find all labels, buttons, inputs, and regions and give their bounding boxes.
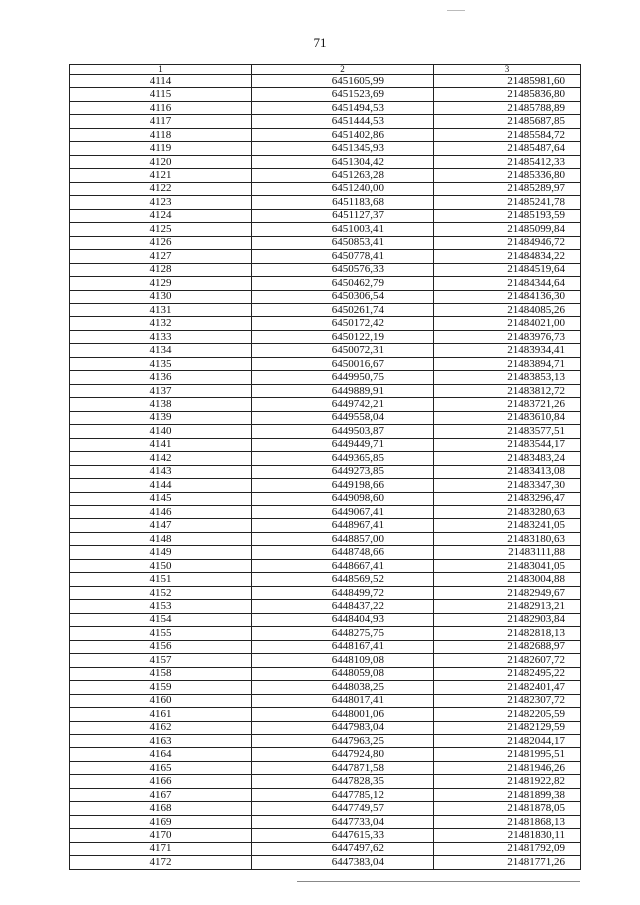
table-row [70,155,581,168]
table-row [70,519,581,532]
x-coordinate-cell: 6448569,52 [252,573,434,586]
y-coordinate-cell: 21484085,26 [434,303,581,316]
point-number-cell: 4158 [70,667,252,680]
y-coordinate-cell: 21484136,30 [434,290,581,303]
y-coordinate-cell: 21485836,80 [434,88,581,101]
y-coordinate-cell: 21483721,26 [434,398,581,411]
y-coordinate-cell: 21482205,59 [434,708,581,721]
table-row [70,667,581,680]
point-number-cell: 4125 [70,223,252,236]
table-row [70,465,581,478]
y-coordinate-cell: 21483853,13 [434,371,581,384]
table-row [70,586,581,599]
point-number-cell: 4120 [70,155,252,168]
x-coordinate-cell: 6448167,41 [252,640,434,653]
y-coordinate-cell: 21484021,00 [434,317,581,330]
table-row [70,209,581,222]
y-coordinate-cell: 21483577,51 [434,425,581,438]
x-coordinate-cell: 6447963,25 [252,734,434,747]
table-row [70,182,581,195]
table-row [70,613,581,626]
y-coordinate-cell: 21483004,88 [434,573,581,586]
x-coordinate-cell: 6448038,25 [252,681,434,694]
point-number-cell: 4172 [70,856,252,869]
table-row [70,223,581,236]
column-header-2: 2 [252,65,434,75]
point-number-cell: 4150 [70,559,252,572]
x-coordinate-cell: 6449198,66 [252,479,434,492]
x-coordinate-cell: 6451523,69 [252,88,434,101]
table-row [70,734,581,747]
x-coordinate-cell: 6447785,12 [252,788,434,801]
y-coordinate-cell: 21483241,05 [434,519,581,532]
scan-mark [447,10,465,11]
table-row [70,452,581,465]
table-row [70,277,581,290]
point-number-cell: 4136 [70,371,252,384]
y-coordinate-cell: 21483934,41 [434,344,581,357]
point-number-cell: 4148 [70,532,252,545]
x-coordinate-cell: 6449067,41 [252,506,434,519]
point-number-cell: 4162 [70,721,252,734]
table-row [70,303,581,316]
point-number-cell: 4114 [70,75,252,88]
x-coordinate-cell: 6448001,06 [252,708,434,721]
column-header-1: 1 [70,65,252,75]
x-coordinate-cell: 6451444,53 [252,115,434,128]
table-row [70,775,581,788]
x-coordinate-cell: 6449742,21 [252,398,434,411]
y-coordinate-cell: 21482913,21 [434,600,581,613]
point-number-cell: 4123 [70,196,252,209]
table-row [70,492,581,505]
y-coordinate-cell: 21485241,78 [434,196,581,209]
x-coordinate-cell: 6450016,67 [252,357,434,370]
point-number-cell: 4121 [70,169,252,182]
column-header-3: 3 [434,65,581,75]
table-row [70,600,581,613]
x-coordinate-cell: 6448857,00 [252,532,434,545]
point-number-cell: 4130 [70,290,252,303]
point-number-cell: 4132 [70,317,252,330]
x-coordinate-cell: 6447733,04 [252,815,434,828]
x-coordinate-cell: 6448404,93 [252,613,434,626]
x-coordinate-cell: 6449503,87 [252,425,434,438]
y-coordinate-cell: 21482044,17 [434,734,581,747]
point-number-cell: 4156 [70,640,252,653]
table-row [70,371,581,384]
point-number-cell: 4134 [70,344,252,357]
x-coordinate-cell: 6449273,85 [252,465,434,478]
table-row [70,627,581,640]
x-coordinate-cell: 6451263,28 [252,169,434,182]
x-coordinate-cell: 6450462,79 [252,277,434,290]
y-coordinate-cell: 21483976,73 [434,330,581,343]
point-number-cell: 4155 [70,627,252,640]
table-row [70,357,581,370]
x-coordinate-cell: 6447983,04 [252,721,434,734]
x-coordinate-cell: 6447615,33 [252,829,434,842]
y-coordinate-cell: 21483544,17 [434,438,581,451]
x-coordinate-cell: 6449950,75 [252,371,434,384]
y-coordinate-cell: 21483041,05 [434,559,581,572]
point-number-cell: 4146 [70,506,252,519]
x-coordinate-cell: 6451003,41 [252,223,434,236]
table-row [70,761,581,774]
x-coordinate-cell: 6450306,54 [252,290,434,303]
x-coordinate-cell: 6448109,08 [252,654,434,667]
point-number-cell: 4145 [70,492,252,505]
coordinates-table [69,64,581,870]
y-coordinate-cell: 21481792,09 [434,842,581,855]
x-coordinate-cell: 6447383,04 [252,856,434,869]
x-coordinate-cell: 6448748,66 [252,546,434,559]
y-coordinate-cell: 21485687,85 [434,115,581,128]
point-number-cell: 4166 [70,775,252,788]
table-body [70,75,581,870]
x-coordinate-cell: 6451494,53 [252,101,434,114]
table-row [70,640,581,653]
table-row [70,681,581,694]
table-header-row [70,65,581,75]
y-coordinate-cell: 21483111,88 [434,546,581,559]
table-row [70,250,581,263]
y-coordinate-cell: 21481995,51 [434,748,581,761]
y-coordinate-cell: 21482607,72 [434,654,581,667]
table-row [70,425,581,438]
table-row [70,75,581,88]
table-row [70,546,581,559]
point-number-cell: 4122 [70,182,252,195]
x-coordinate-cell: 6448017,41 [252,694,434,707]
point-number-cell: 4128 [70,263,252,276]
y-coordinate-cell: 21484946,72 [434,236,581,249]
point-number-cell: 4147 [70,519,252,532]
point-number-cell: 4157 [70,654,252,667]
y-coordinate-cell: 21485336,80 [434,169,581,182]
point-number-cell: 4135 [70,357,252,370]
y-coordinate-cell: 21485487,64 [434,142,581,155]
point-number-cell: 4167 [70,788,252,801]
point-number-cell: 4139 [70,411,252,424]
x-coordinate-cell: 6449098,60 [252,492,434,505]
point-number-cell: 4160 [70,694,252,707]
table-row [70,115,581,128]
y-coordinate-cell: 21483413,08 [434,465,581,478]
table-row [70,856,581,869]
table-row [70,815,581,828]
x-coordinate-cell: 6447924,80 [252,748,434,761]
point-number-cell: 4159 [70,681,252,694]
point-number-cell: 4163 [70,734,252,747]
point-number-cell: 4161 [70,708,252,721]
y-coordinate-cell: 21484834,22 [434,250,581,263]
y-coordinate-cell: 21485193,59 [434,209,581,222]
y-coordinate-cell: 21483296,47 [434,492,581,505]
point-number-cell: 4140 [70,425,252,438]
x-coordinate-cell: 6447497,62 [252,842,434,855]
x-coordinate-cell: 6449365,85 [252,452,434,465]
table-row [70,263,581,276]
y-coordinate-cell: 21481922,82 [434,775,581,788]
x-coordinate-cell: 6450172,42 [252,317,434,330]
point-number-cell: 4143 [70,465,252,478]
table-row [70,654,581,667]
point-number-cell: 4142 [70,452,252,465]
y-coordinate-cell: 21481878,05 [434,802,581,815]
table-row [70,169,581,182]
point-number-cell: 4144 [70,479,252,492]
footer-rule [297,881,580,882]
point-number-cell: 4152 [70,586,252,599]
x-coordinate-cell: 6450778,41 [252,250,434,263]
x-coordinate-cell: 6448967,41 [252,519,434,532]
y-coordinate-cell: 21483280,63 [434,506,581,519]
y-coordinate-cell: 21482903,84 [434,613,581,626]
point-number-cell: 4170 [70,829,252,842]
y-coordinate-cell: 21482688,97 [434,640,581,653]
y-coordinate-cell: 21483347,30 [434,479,581,492]
x-coordinate-cell: 6447828,35 [252,775,434,788]
x-coordinate-cell: 6451183,68 [252,196,434,209]
x-coordinate-cell: 6451402,86 [252,128,434,141]
table-row [70,708,581,721]
point-number-cell: 4154 [70,613,252,626]
y-coordinate-cell: 21481830,11 [434,829,581,842]
y-coordinate-cell: 21483483,24 [434,452,581,465]
y-coordinate-cell: 21485981,60 [434,75,581,88]
table-row [70,142,581,155]
table-row [70,344,581,357]
table-row [70,802,581,815]
point-number-cell: 4165 [70,761,252,774]
point-number-cell: 4153 [70,600,252,613]
y-coordinate-cell: 21483610,84 [434,411,581,424]
x-coordinate-cell: 6448059,08 [252,667,434,680]
point-number-cell: 4124 [70,209,252,222]
x-coordinate-cell: 6447749,57 [252,802,434,815]
point-number-cell: 4137 [70,384,252,397]
point-number-cell: 4164 [70,748,252,761]
y-coordinate-cell: 21484519,64 [434,263,581,276]
table-row [70,721,581,734]
x-coordinate-cell: 6451605,99 [252,75,434,88]
x-coordinate-cell: 6449889,91 [252,384,434,397]
table-row [70,317,581,330]
table-row [70,88,581,101]
y-coordinate-cell: 21481868,13 [434,815,581,828]
table-row [70,196,581,209]
table-row [70,411,581,424]
table-row [70,479,581,492]
x-coordinate-cell: 6448437,22 [252,600,434,613]
table-row [70,101,581,114]
y-coordinate-cell: 21485584,72 [434,128,581,141]
x-coordinate-cell: 6450261,74 [252,303,434,316]
point-number-cell: 4116 [70,101,252,114]
table-row [70,236,581,249]
y-coordinate-cell: 21482401,47 [434,681,581,694]
x-coordinate-cell: 6451345,93 [252,142,434,155]
x-coordinate-cell: 6451240,00 [252,182,434,195]
x-coordinate-cell: 6448499,72 [252,586,434,599]
y-coordinate-cell: 21483894,71 [434,357,581,370]
table-row [70,559,581,572]
point-number-cell: 4138 [70,398,252,411]
y-coordinate-cell: 21485412,33 [434,155,581,168]
table-row [70,532,581,545]
point-number-cell: 4115 [70,88,252,101]
y-coordinate-cell: 21484344,64 [434,277,581,290]
table-row [70,330,581,343]
y-coordinate-cell: 21485289,97 [434,182,581,195]
point-number-cell: 4129 [70,277,252,290]
table-row [70,128,581,141]
table-row [70,694,581,707]
x-coordinate-cell: 6449558,04 [252,411,434,424]
page-number: 71 [313,35,327,50]
y-coordinate-cell: 21482949,67 [434,586,581,599]
y-coordinate-cell: 21481946,26 [434,761,581,774]
table-row [70,842,581,855]
y-coordinate-cell: 21485788,89 [434,101,581,114]
point-number-cell: 4126 [70,236,252,249]
x-coordinate-cell: 6451127,37 [252,209,434,222]
point-number-cell: 4118 [70,128,252,141]
y-coordinate-cell: 21485099,84 [434,223,581,236]
x-coordinate-cell: 6450853,41 [252,236,434,249]
x-coordinate-cell: 6450122,19 [252,330,434,343]
table-row [70,398,581,411]
y-coordinate-cell: 21482129,59 [434,721,581,734]
table-row [70,438,581,451]
y-coordinate-cell: 21482818,13 [434,627,581,640]
point-number-cell: 4149 [70,546,252,559]
point-number-cell: 4171 [70,842,252,855]
y-coordinate-cell: 21482495,22 [434,667,581,680]
point-number-cell: 4169 [70,815,252,828]
table-row [70,573,581,586]
table-row [70,506,581,519]
point-number-cell: 4127 [70,250,252,263]
x-coordinate-cell: 6449449,71 [252,438,434,451]
x-coordinate-cell: 6450072,31 [252,344,434,357]
point-number-cell: 4168 [70,802,252,815]
x-coordinate-cell: 6448275,75 [252,627,434,640]
y-coordinate-cell: 21483180,63 [434,532,581,545]
x-coordinate-cell: 6448667,41 [252,559,434,572]
table-row [70,788,581,801]
point-number-cell: 4131 [70,303,252,316]
table-row [70,384,581,397]
y-coordinate-cell: 21482307,72 [434,694,581,707]
x-coordinate-cell: 6450576,33 [252,263,434,276]
table-row [70,829,581,842]
x-coordinate-cell: 6451304,42 [252,155,434,168]
x-coordinate-cell: 6447871,58 [252,761,434,774]
point-number-cell: 4133 [70,330,252,343]
table-row [70,290,581,303]
point-number-cell: 4117 [70,115,252,128]
y-coordinate-cell: 21481771,26 [434,856,581,869]
point-number-cell: 4141 [70,438,252,451]
table-row [70,748,581,761]
y-coordinate-cell: 21483812,72 [434,384,581,397]
point-number-cell: 4151 [70,573,252,586]
y-coordinate-cell: 21481899,38 [434,788,581,801]
point-number-cell: 4119 [70,142,252,155]
